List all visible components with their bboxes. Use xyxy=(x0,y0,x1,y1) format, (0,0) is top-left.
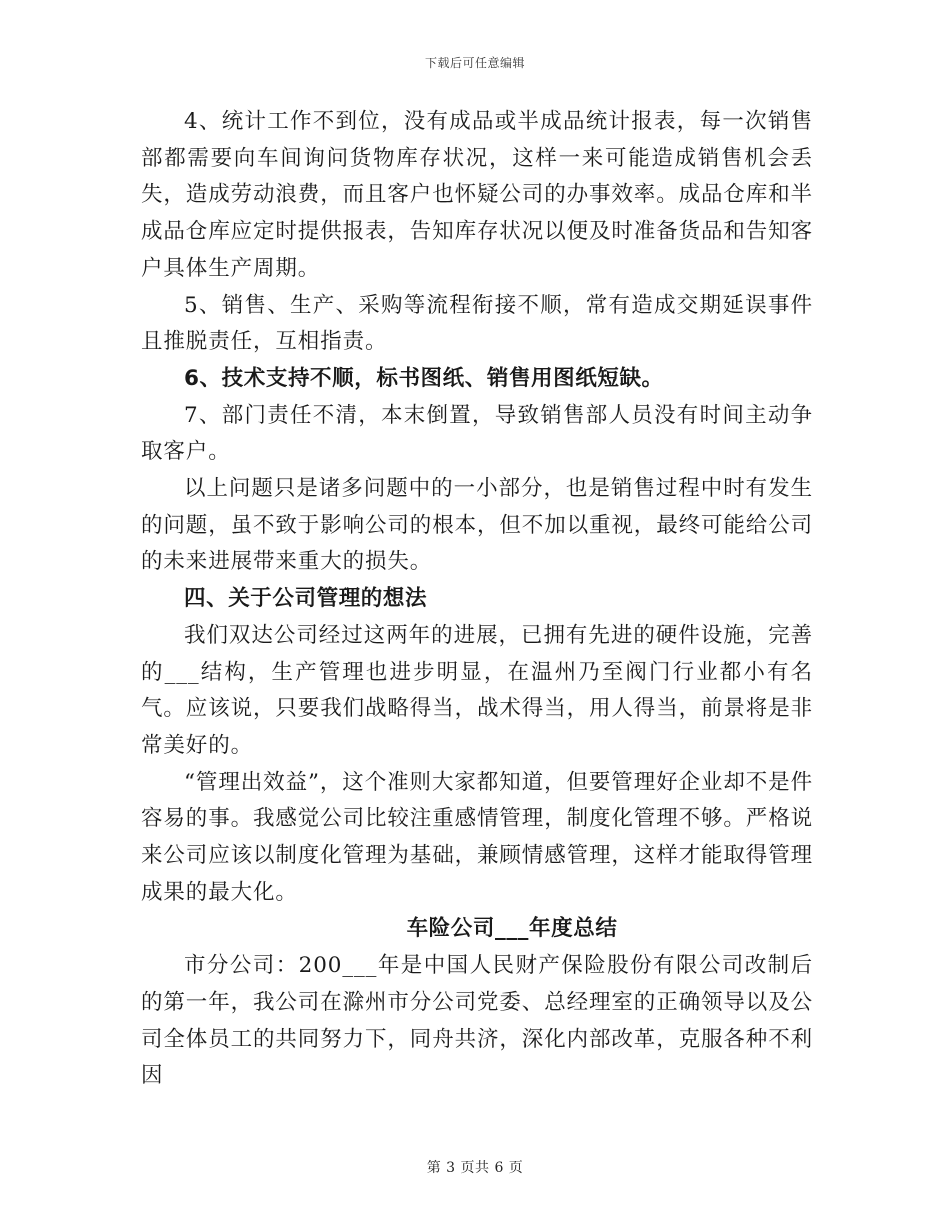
section-heading-management: 四、关于公司管理的想法 xyxy=(184,586,428,612)
paragraph-item-5: 5、销售、生产、采购等流程衔接不顺，常有造成交期延误事件且推脱责任，互相指责。 xyxy=(141,292,813,355)
paragraph-summary: 以上问题只是诸多问题中的一小部分，也是销售过程中时有发生的问题，虽不致于影响公司的根本，但不加以重视，最终可能给公司的未来进展带来重大的损失。 xyxy=(141,476,814,575)
document-body xyxy=(141,104,813,1095)
document-title: 车险公司___年度总结 xyxy=(406,916,618,942)
paragraph-item-7: 7、部门责任不清，本末倒置，导致销售部人员没有时间主动争取客户。 xyxy=(141,402,813,465)
paragraph-management-benefit: “管理出效益”，这个准则大家都知道，但要管理好企业却不是件容易的事。我感觉公司比较注重感情管理，制度化管理不够。严格说来公司应该以制度化管理为基础，兼顾情感管理，这样才能取得管理成果的最大化。 xyxy=(141,769,814,905)
paragraph-annual-summary: 市分公司：200___年是中国人民财产保险股份有限公司改制后的第一年，我公司在滁州市分公司党委、总经理室的正确领导以及公司全体员工的共同努力下，同舟共济，深化内部改革，克服各种不利因 xyxy=(141,953,814,1089)
paragraph-item-4: 4、统计工作不到位，没有成品或半成品统计报表，每一次销售部都需要向车间询问货物库存状况，这样一来可能造成销售机会丢失，造成劳动浪费，而且客户也怀疑公司的办事效率。成品仓库和半成品仓库应定时提供报表，告知库存状况以便及时准备货品和告知客户具体生产周期。 xyxy=(141,109,814,281)
paragraph-item-6-bold: 6、技术支持不顺，标书图纸、销售用图纸短缺。 xyxy=(184,365,664,391)
page-header: 下载后可任意编辑 xyxy=(424,56,525,70)
paragraph-company-progress: 我们双达公司经过这两年的进展，已拥有先进的硬件设施，完善的___结构，生产管理也进步明显，在温州乃至阀门行业都小有名气。应该说，只要我们战略得当，战术得当，用人得当，前景将是非常美好的。 xyxy=(141,622,814,758)
page-footer: 第 3 页共 6 页 xyxy=(426,1160,524,1176)
